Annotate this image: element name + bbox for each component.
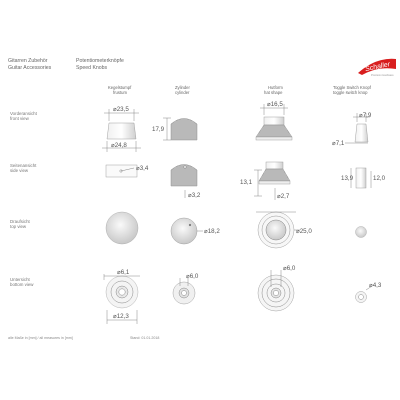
column-frustum-de: Kegelstumpf — [108, 85, 132, 90]
toggle-side-view — [351, 168, 371, 188]
dim-toggle-bottom: ⌀7,1 — [332, 140, 345, 147]
column-hat-de: Hutform — [268, 85, 283, 90]
hat-bottom-view — [258, 270, 294, 311]
dim-cyl-top: ⌀18,2 — [204, 228, 220, 235]
footer-units: alle Maße in [mm] / all measures in [mm] — [8, 336, 73, 340]
dim-hat-height: 13,1 — [240, 179, 253, 186]
dim-frustum-top: ⌀23,5 — [113, 106, 129, 113]
dim-cyl-side: ⌀3,2 — [188, 192, 201, 199]
column-cylinder-en: cylinder — [175, 90, 190, 95]
row-bottom-de: Untersicht — [10, 277, 30, 282]
dim-frustum-bottom: ⌀24,8 — [111, 142, 127, 149]
row-front-de: Vorderansicht — [10, 111, 37, 116]
dim-toggle-top: ⌀7,9 — [359, 112, 372, 119]
cylinder-top-view — [171, 218, 203, 244]
column-hat-en: hat shape — [264, 90, 283, 95]
cylinder-front-view — [163, 118, 197, 140]
dim-hat-bore: ⌀6,0 — [283, 265, 296, 272]
column-cylinder-de: Zylinder — [175, 85, 190, 90]
row-front-en: front view — [10, 116, 29, 121]
dim-toggle-h2: 12,0 — [373, 175, 386, 182]
row-top-en: top view — [10, 224, 27, 229]
frustum-side-view — [106, 165, 137, 177]
dim-hat-diam: ⌀25,0 — [296, 228, 312, 235]
row-top-de: Draufsicht — [10, 219, 30, 224]
dim-hat-side: ⌀2,7 — [277, 193, 290, 200]
header-left-en: Guitar Accessories — [8, 65, 52, 71]
hat-front-view — [256, 104, 292, 140]
column-frustum-en: frustum — [113, 90, 127, 95]
dim-frustum-side: ⌀3,4 — [136, 165, 149, 172]
brand-tagline: Precision Hardware — [371, 74, 394, 77]
column-toggle-de: Toggle Switch Knopf — [333, 85, 371, 90]
dim-frustum-base: ⌀12,3 — [113, 313, 129, 320]
footer-date: Stand: 01.01.2018 — [130, 336, 160, 340]
column-toggle-en: toggle switch knop — [333, 90, 368, 95]
dim-cyl-bore: ⌀6,0 — [186, 273, 199, 280]
frustum-top-view — [106, 212, 138, 244]
header-mid-de: Potentiometerknöpfe — [76, 58, 124, 64]
dim-frustum-bore: ⌀6,1 — [117, 269, 130, 276]
header-left-de: Gitarren Zubehör — [8, 58, 48, 64]
dim-toggle-h1: 13,9 — [341, 175, 354, 182]
row-side-en: side view — [10, 168, 29, 173]
row-bottom-en: bottom view — [10, 282, 34, 287]
cylinder-bottom-view — [173, 278, 195, 304]
dim-hat-top: ⌀16,5 — [267, 101, 283, 108]
header-mid-en: Speed Knobs — [76, 65, 108, 71]
dim-cyl-height: 17,9 — [152, 126, 165, 133]
hat-top-view — [256, 212, 300, 248]
dim-toggle-bore: ⌀4,3 — [369, 282, 382, 289]
row-side-de: Seitenansicht — [10, 163, 37, 168]
brand-name: Schaller — [364, 61, 391, 74]
toggle-top-view — [356, 227, 367, 238]
